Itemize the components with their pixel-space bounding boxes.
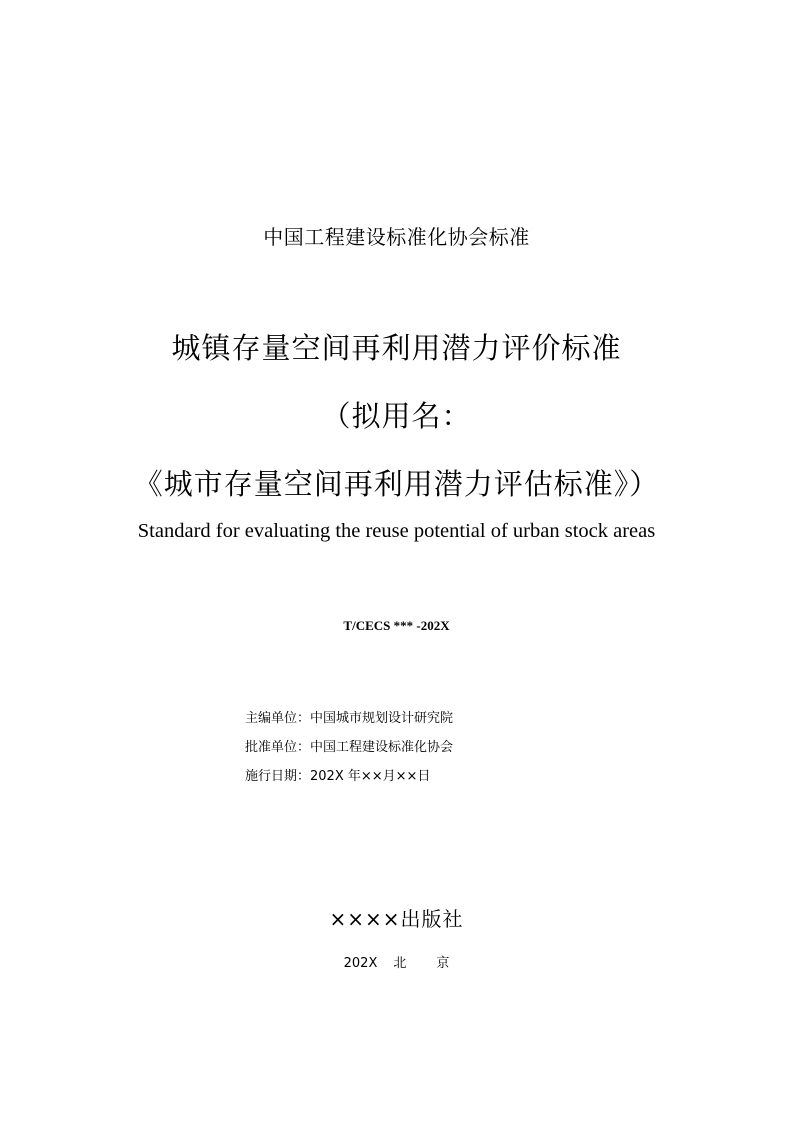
info-label: 施行日期：: [245, 769, 311, 784]
standard-code: T/CECS *** -202X: [343, 618, 450, 633]
info-row-effective-date: [245, 762, 453, 791]
publication-year-city: [0, 952, 793, 971]
publication-year: 202X: [343, 956, 378, 971]
english-title: Standard for evaluating the reuse potential of urban stock areas: [137, 520, 656, 542]
info-label: 主编单位：: [245, 711, 311, 726]
city-char-2: 京: [436, 956, 450, 971]
info-value: 中国工程建设标准化协会: [310, 740, 454, 755]
city-char-1: 北: [393, 956, 407, 971]
proposed-name-label: （拟用名：: [321, 399, 472, 433]
standard-title: 城镇存量空间再利用潜力评价标准: [171, 331, 622, 365]
publisher: ××××出版社: [329, 907, 464, 931]
info-row-approver: [245, 733, 453, 762]
info-value: 202X 年××月××日: [310, 769, 431, 784]
info-label: 批准单位：: [245, 740, 311, 755]
proposed-name: 《城市存量空间再利用潜力评估标准》）: [133, 467, 660, 501]
info-block: [245, 704, 453, 791]
info-row-editor: [245, 704, 453, 733]
issuing-body: 中国工程建设标准化协会标准: [263, 225, 530, 249]
info-value: 中国城市规划设计研究院: [310, 711, 454, 726]
